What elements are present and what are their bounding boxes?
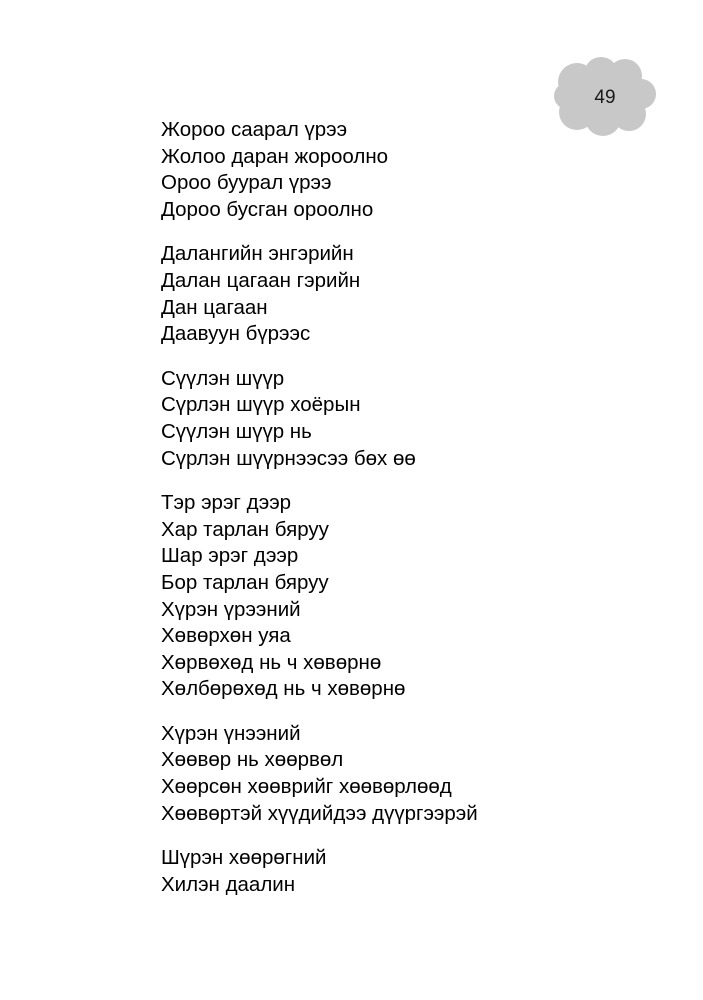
poem-line: Бор тарлан бяруу [161, 570, 329, 594]
poem-stanza [161, 241, 621, 347]
poem-stanza [161, 490, 621, 703]
poem-line: Далангийн энгэрийн [161, 242, 354, 266]
poem-line: Хүрэн үрээний [161, 597, 301, 621]
poem-line: Хилэн даалин [161, 872, 296, 896]
poem-stanza [161, 366, 621, 472]
poem-line: Шүрэн хөөрөгний [161, 846, 327, 870]
poem-line: Сүүлэн шүүр [161, 366, 285, 390]
poem-line: Далан цагаан гэрийн [161, 268, 361, 292]
poem-line: Хөрвөхөд нь ч хөвөрнө [161, 650, 382, 674]
poem-line: Ороо буурал үрээ [161, 171, 332, 195]
poem-stanza [161, 721, 621, 827]
poem-line: Хөлбөрөхөд нь ч хөвөрнө [161, 677, 406, 701]
poem-line: Дороо бусган ороолно [161, 197, 374, 221]
poem-line: Жолоо даран жороолно [161, 144, 389, 168]
poem-line: Шар эрэг дээр [161, 544, 299, 568]
poem-stanza [161, 117, 621, 223]
page-number: 49 [594, 87, 616, 108]
poem-text [161, 117, 621, 916]
poem-line: Тэр эрэг дээр [161, 491, 292, 515]
poem-line: Хөөвөртэй хүүдийдээ дүүргээрэй [161, 801, 478, 825]
poem-stanza [161, 845, 621, 898]
poem-line: Хөөвөр нь хөөрвөл [161, 748, 344, 772]
poem-line: Хүрэн үнээний [161, 721, 301, 745]
poem-line: Жороо саарал үрээ [161, 118, 348, 141]
poem-line: Хөөрсөн хөөврийг хөөвөрлөөд [161, 775, 452, 799]
poem-line: Дан цагаан [161, 295, 268, 319]
poem-line: Даавуун бүрээс [161, 322, 311, 346]
poem-line: Сүрлэн шүүр хоёрын [161, 393, 361, 417]
poem-line: Хөвөрхөн уяа [161, 624, 291, 648]
poem-line: Хар тарлан бяруу [161, 517, 329, 541]
poem-line: Сүүлэн шүүр нь [161, 419, 312, 443]
poem-line: Сүрлэн шүүрнээсээ бөх өө [161, 446, 416, 470]
